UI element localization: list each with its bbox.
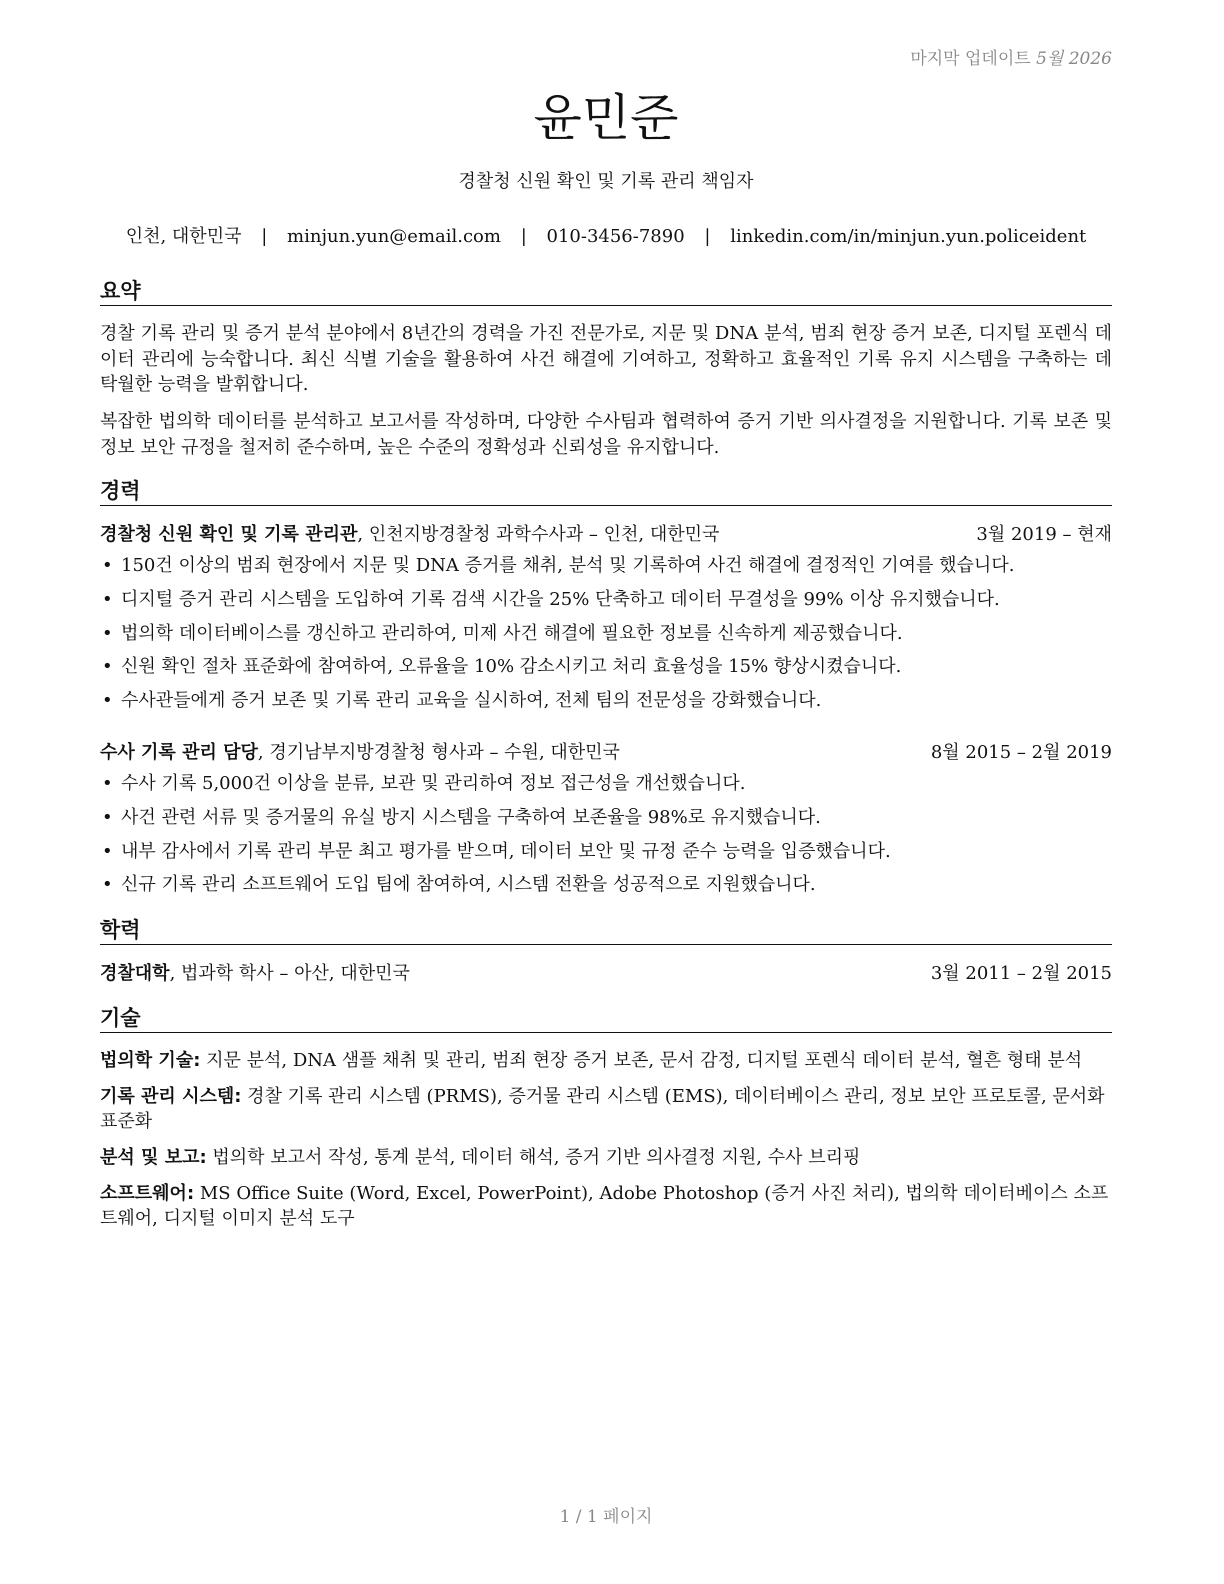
contact-email[interactable]: minjun.yun@email.com: [287, 226, 501, 247]
education-detail: , 법과학 학사 – 아산, 대한민국: [169, 963, 410, 984]
education-dates: 3월 2011 – 2월 2015: [930, 963, 1112, 984]
skill-text: MS Office Suite (Word, Excel, PowerPoint), Adobe Photoshop (증거 사진 처리), 법의학 데이터베이스 소프트웨어, 디지털 이미지 분석 도구: [100, 1183, 1109, 1229]
section-heading-skills: 기술: [100, 1004, 1112, 1033]
job-title-org: [100, 741, 620, 765]
last-updated-date: 5월 2026: [1036, 49, 1112, 69]
skill-label: 법의학 기술:: [100, 1050, 201, 1071]
education-school-detail: [100, 962, 410, 986]
section-heading-experience: 경력: [100, 477, 1112, 506]
contact-separator: |: [520, 226, 527, 247]
last-updated: [910, 44, 1112, 69]
job-org: , 인천지방경찰청 과학수사과 – 인천, 대한민국: [357, 524, 720, 545]
education-entry: [100, 962, 1112, 986]
list-item: • 수사관들에게 증거 보존 및 기록 관리 교육을 실시하여, 전체 팀의 전문성을 강화했습니다.: [100, 689, 1112, 723]
skill-line: [100, 1084, 1112, 1134]
job-header: [100, 741, 1112, 765]
job-header: [100, 523, 1112, 547]
summary-paragraph: 경찰 기록 관리 및 증거 분석 분야에서 8년간의 경력을 가진 전문가로, 지문 및 DNA 분석, 범죄 현장 증거 보존, 디지털 포렌식 데이터 관리에 능숙합니다. 최신 식별 기술을 활용하여 사건 해결에 기여하고, 정확하고 효율적인 기록 유지 시스템을 구축하는 데 탁월한 능력을 발휘합니다.: [100, 323, 1112, 395]
list-item: • 수사 기록 5,000건 이상을 분류, 보관 및 관리하여 정보 접근성을 개선했습니다.: [100, 772, 1112, 806]
skill-line: [100, 1048, 1112, 1073]
job-dates: 3월 2019 – 현재: [976, 524, 1112, 545]
skill-label: 소프트웨어:: [100, 1183, 195, 1204]
list-item: • 신원 확인 절차 표준화에 참여하여, 오류율을 10% 감소시키고 처리 효율성을 15% 향상시켰습니다.: [100, 655, 1112, 689]
skill-text: 지문 분석, DNA 샘플 채취 및 관리, 범죄 현장 증거 보존, 문서 감정, 디지털 포렌식 데이터 분석, 혈흔 형태 분석: [200, 1050, 1083, 1071]
contact-separator: |: [261, 226, 268, 247]
job-title-org: [100, 523, 719, 547]
candidate-name: 윤민준: [533, 89, 679, 147]
job-role: 수사 기록 관리 담당: [100, 742, 258, 763]
list-item: • 신규 기록 관리 소프트웨어 도입 팀에 참여하여, 시스템 전환을 성공적으로 지원했습니다.: [100, 873, 1112, 907]
skill-line: [100, 1145, 1112, 1170]
summary-paragraph: 복잡한 법의학 데이터를 분석하고 보고서를 작성하며, 다양한 수사팀과 협력하여 증거 기반 의사결정을 지원합니다. 기록 보존 및 정보 보안 규정을 철저히 준수하며, 높은 수준의 정확성과 신뢰성을 유지합니다.: [100, 411, 1112, 458]
list-item: • 150건 이상의 범죄 현장에서 지문 및 DNA 증거를 채취, 분석 및 기록하여 사건 해결에 결정적인 기여를 했습니다.: [100, 554, 1112, 588]
skill-text: 법의학 보고서 작성, 통계 분석, 데이터 해석, 증거 기반 의사결정 지원, 수사 브리핑: [206, 1147, 861, 1168]
resume-page: [100, 0, 1112, 1584]
contact-separator: |: [704, 226, 711, 247]
job-bullets: [100, 772, 1112, 907]
contact-phone[interactable]: 010-3456-7890: [546, 226, 685, 247]
job-org: , 경기남부지방경찰청 형사과 – 수원, 대한민국: [257, 742, 620, 763]
skill-line: [100, 1181, 1112, 1231]
contact-linkedin[interactable]: linkedin.com/in/minjun.yun.policeident: [730, 226, 1087, 247]
list-item: • 법의학 데이터베이스를 갱신하고 관리하여, 미제 사건 해결에 필요한 정보를 신속하게 제공했습니다.: [100, 622, 1112, 656]
list-item: • 사건 관련 서류 및 증거물의 유실 방지 시스템을 구축하여 보존율을 98%로 유지했습니다.: [100, 806, 1112, 840]
page-indicator: 1 / 1 페이지: [559, 1507, 653, 1527]
job-bullets: [100, 554, 1112, 723]
last-updated-label: 마지막 업데이트: [910, 49, 1031, 69]
section-heading-education: 학력: [100, 916, 1112, 945]
section-heading-summary: 요약: [100, 277, 1112, 306]
list-item: • 디지털 증거 관리 시스템을 도입하여 기록 검색 시간을 25% 단축하고 데이터 무결성을 99% 이상 유지했습니다.: [100, 588, 1112, 622]
list-item: • 내부 감사에서 기록 관리 부문 최고 평가를 받으며, 데이터 보안 및 규정 준수 능력을 입증했습니다.: [100, 840, 1112, 874]
skill-label: 분석 및 보고:: [100, 1147, 207, 1168]
job-role: 경찰청 신원 확인 및 기록 관리관: [100, 524, 358, 545]
candidate-title: 경찰청 신원 확인 및 기록 관리 책임자: [458, 171, 754, 192]
contact-location: 인천, 대한민국: [125, 226, 242, 247]
education-school: 경찰대학: [100, 963, 170, 984]
contact-line: [100, 225, 1112, 249]
skill-label: 기록 관리 시스템:: [100, 1086, 242, 1107]
job-dates: 8월 2015 – 2월 2019: [930, 742, 1112, 763]
skill-text: 경찰 기록 관리 시스템 (PRMS), 증거물 관리 시스템 (EMS), 데이터베이스 관리, 정보 보안 프로토콜, 문서화 표준화: [100, 1086, 1105, 1132]
